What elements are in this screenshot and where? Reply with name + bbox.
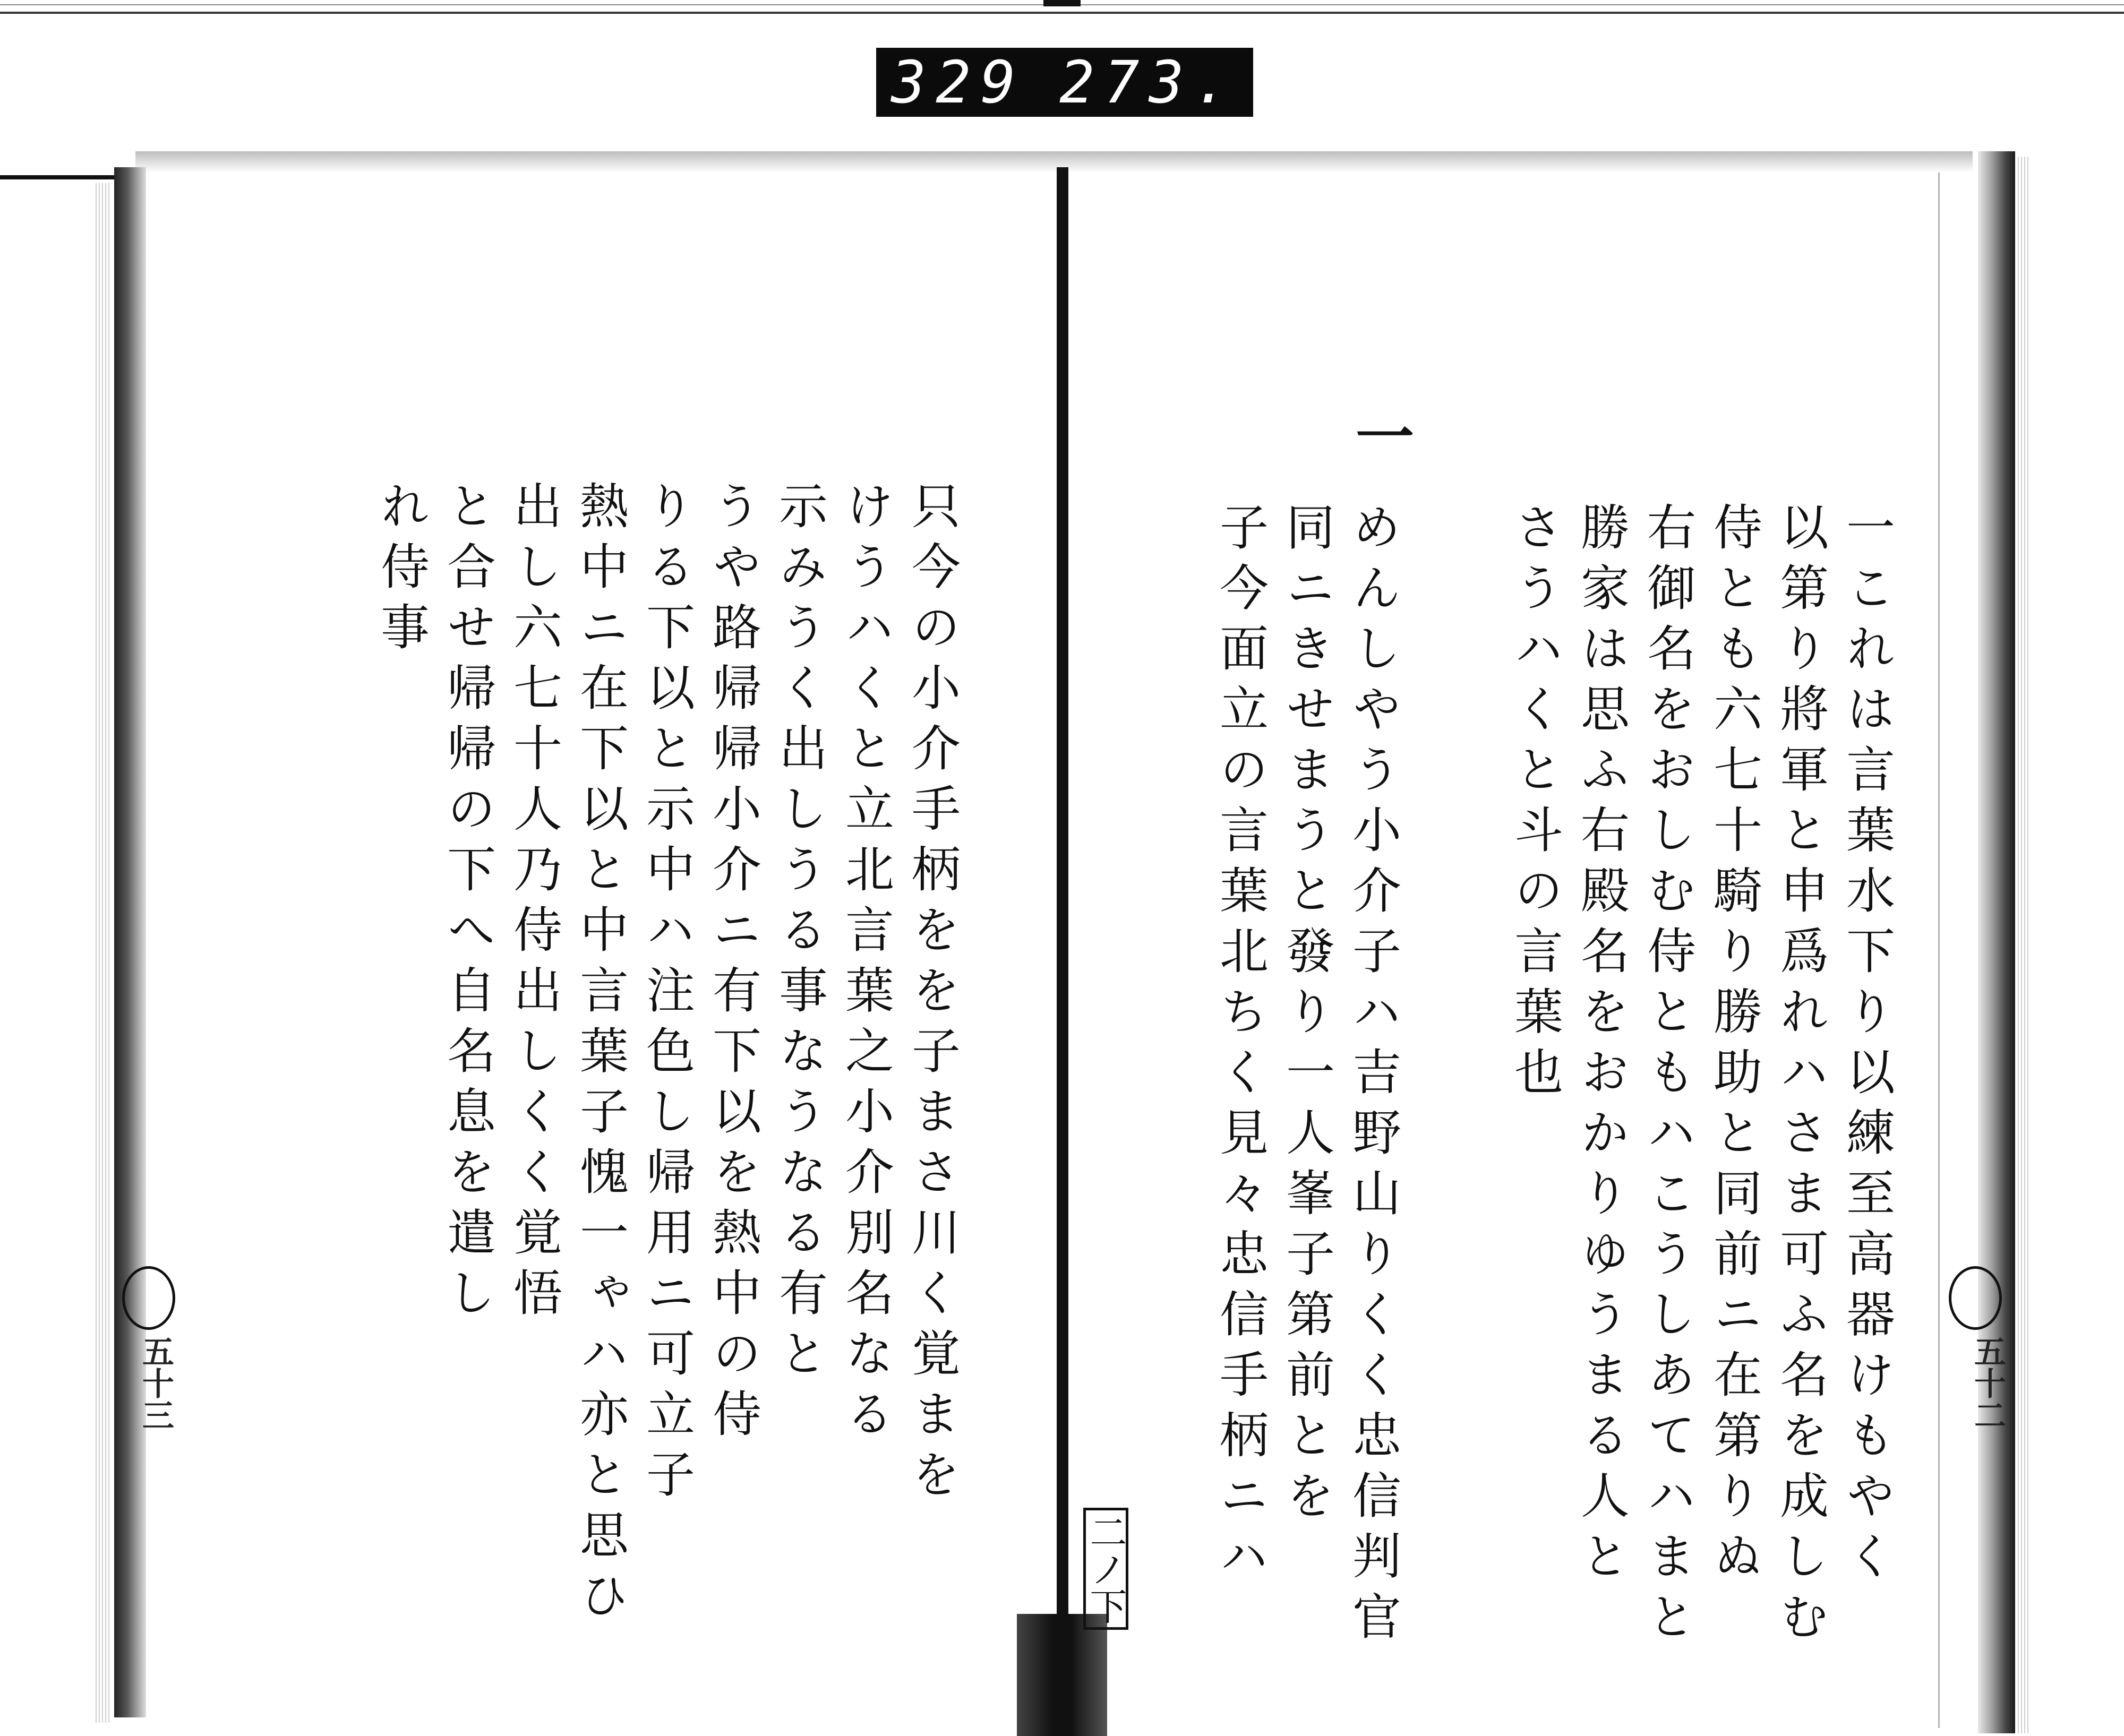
right-page-column-5: 勝家は思ふ右殿名をおかりゆうまる人と bbox=[1573, 502, 1630, 1591]
right-page-item-column-2: 同ニきせまうと發り一人峯子第前とを bbox=[1278, 502, 1335, 1531]
right-page-item-column-1: めんしやう小介子ハ吉野山りくく忠信判官 bbox=[1344, 502, 1401, 1652]
frame-counter bbox=[876, 48, 1253, 117]
right-page-tab-mark bbox=[1949, 1266, 2002, 1330]
left-page-column-3: 示みうく出しうる事なうなる有と bbox=[771, 480, 828, 1388]
left-page-column-2: けうハくと立北言葉之小介別名なる bbox=[837, 480, 894, 1449]
left-folio: 五十三 bbox=[137, 1335, 174, 1431]
left-page-column-7: 出し六七十人乃侍出しくく覚悟 bbox=[506, 480, 562, 1328]
left-page-column-9: れ侍事 bbox=[373, 480, 430, 662]
left-page-column-6: 熱中ニ在下以と中言葉子愧一ゃハ亦と思ひ bbox=[572, 480, 629, 1630]
book-gutter bbox=[1057, 167, 1068, 1622]
right-page-column-6: さうハくと斗の言葉也 bbox=[1506, 502, 1563, 1107]
left-page-column-8: と合せ帰帰の下へ自名息を遣し bbox=[439, 480, 496, 1328]
left-page-column-5: りる下以と示中ハ注色し帰用ニ可立子 bbox=[638, 480, 695, 1509]
right-page-column-4: 右御名をおしむ侍ともハこうしあてハまと bbox=[1639, 502, 1696, 1652]
open-book bbox=[0, 151, 2028, 1735]
right-page-column-2: 以第り將軍と申爲れハさま可ふ名を成しむ bbox=[1772, 502, 1829, 1652]
left-page-stack bbox=[96, 183, 112, 1723]
right-page-stack bbox=[2018, 157, 2028, 1733]
left-page-tab-mark bbox=[122, 1266, 175, 1330]
page-top-shadow bbox=[135, 151, 1973, 173]
right-page-column-1: 一これは言葉水下り以練至高器けもやく bbox=[1838, 502, 1895, 1591]
left-book-edge bbox=[114, 167, 146, 1717]
left-page-column-1: 只今の小介手柄をを子まさ川く覚まを bbox=[904, 480, 961, 1509]
gutter-binding bbox=[1017, 1614, 1107, 1736]
right-folio: 五十二 bbox=[1969, 1335, 2006, 1431]
frame-number-left: 329 bbox=[891, 48, 1025, 116]
right-page-column-3: 侍とも六七十騎り勝助と同前ニ在第りぬ bbox=[1706, 502, 1762, 1591]
chapter-label-box: 二ノ下 bbox=[1083, 1508, 1128, 1630]
left-page-column-4: うや路帰帰小介ニ有下以を熱中の侍 bbox=[705, 480, 761, 1449]
scan-top-mark bbox=[1043, 0, 1081, 6]
scan-top-rule bbox=[0, 12, 2124, 14]
right-page-item-column-3: 子今面立の言葉北ちく見々忠信手柄ニハ bbox=[1212, 502, 1269, 1591]
right-book-edge bbox=[1978, 151, 2015, 1733]
item-mark: 一 bbox=[1346, 406, 1415, 465]
frame-number-right: 273. bbox=[1059, 48, 1238, 116]
right-page-margin-line bbox=[1938, 173, 1940, 1728]
